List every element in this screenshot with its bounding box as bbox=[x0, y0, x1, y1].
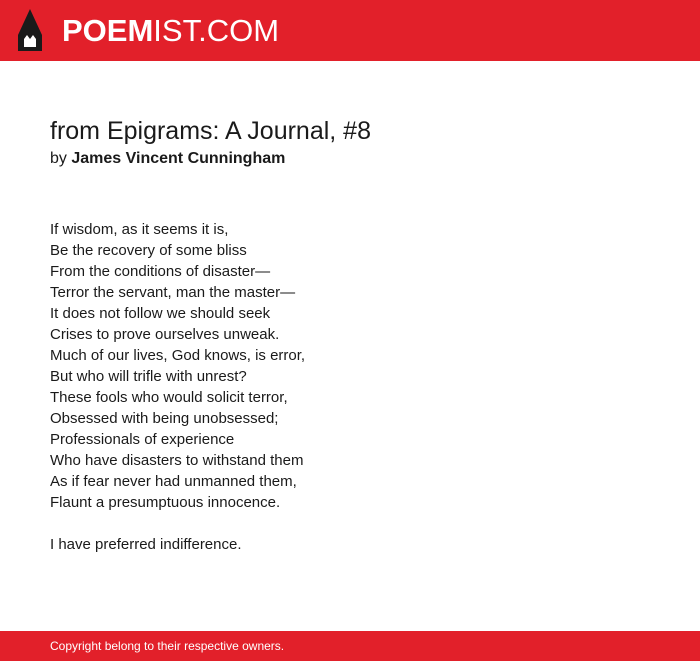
poem-line: Professionals of experience bbox=[50, 431, 235, 448]
site-header bbox=[0, 0, 700, 61]
stanza bbox=[50, 219, 650, 513]
poem-line: Terror the servant, man the master— bbox=[50, 284, 296, 301]
poem-line: Crises to prove ourselves unweak. bbox=[50, 326, 280, 343]
poem-line: Who have disasters to withstand them bbox=[50, 452, 304, 469]
poem-line: These fools who would solicit terror, bbox=[50, 389, 288, 406]
poem-line: Much of our lives, God knows, is error, bbox=[50, 347, 306, 364]
pencil-tip-icon[interactable] bbox=[18, 9, 42, 51]
poem-line: It does not follow we should seek bbox=[50, 305, 271, 322]
poem-body bbox=[50, 219, 650, 555]
site-footer bbox=[0, 631, 700, 661]
poem-line: I have preferred indifference. bbox=[50, 536, 242, 553]
poem-line: From the conditions of disaster— bbox=[50, 263, 271, 280]
stanza bbox=[50, 534, 650, 555]
poem-line: Obsessed with being unobsessed; bbox=[50, 410, 279, 427]
poem-line: But who will trifle with unrest? bbox=[50, 368, 247, 385]
byline bbox=[50, 149, 650, 169]
poem-line: As if fear never had unmanned them, bbox=[50, 473, 297, 490]
copyright-notice: Copyright belong to their respective owners. bbox=[50, 639, 285, 653]
stanza-break bbox=[50, 513, 650, 534]
logo-text-bold: POEM bbox=[62, 13, 154, 48]
byline-label: by bbox=[50, 150, 67, 167]
poem-title: from Epigrams: A Journal, #8 bbox=[50, 117, 371, 145]
site-logo[interactable] bbox=[62, 13, 279, 49]
poem-header bbox=[50, 115, 650, 169]
author-name: James Vincent Cunningham bbox=[71, 150, 286, 167]
logo-text-light: IST.COM bbox=[153, 13, 280, 48]
poem-line: Flaunt a presumptuous innocence. bbox=[50, 494, 281, 511]
poem-line: Be the recovery of some bliss bbox=[50, 242, 247, 259]
poem-line: If wisdom, as it seems it is, bbox=[50, 221, 229, 238]
